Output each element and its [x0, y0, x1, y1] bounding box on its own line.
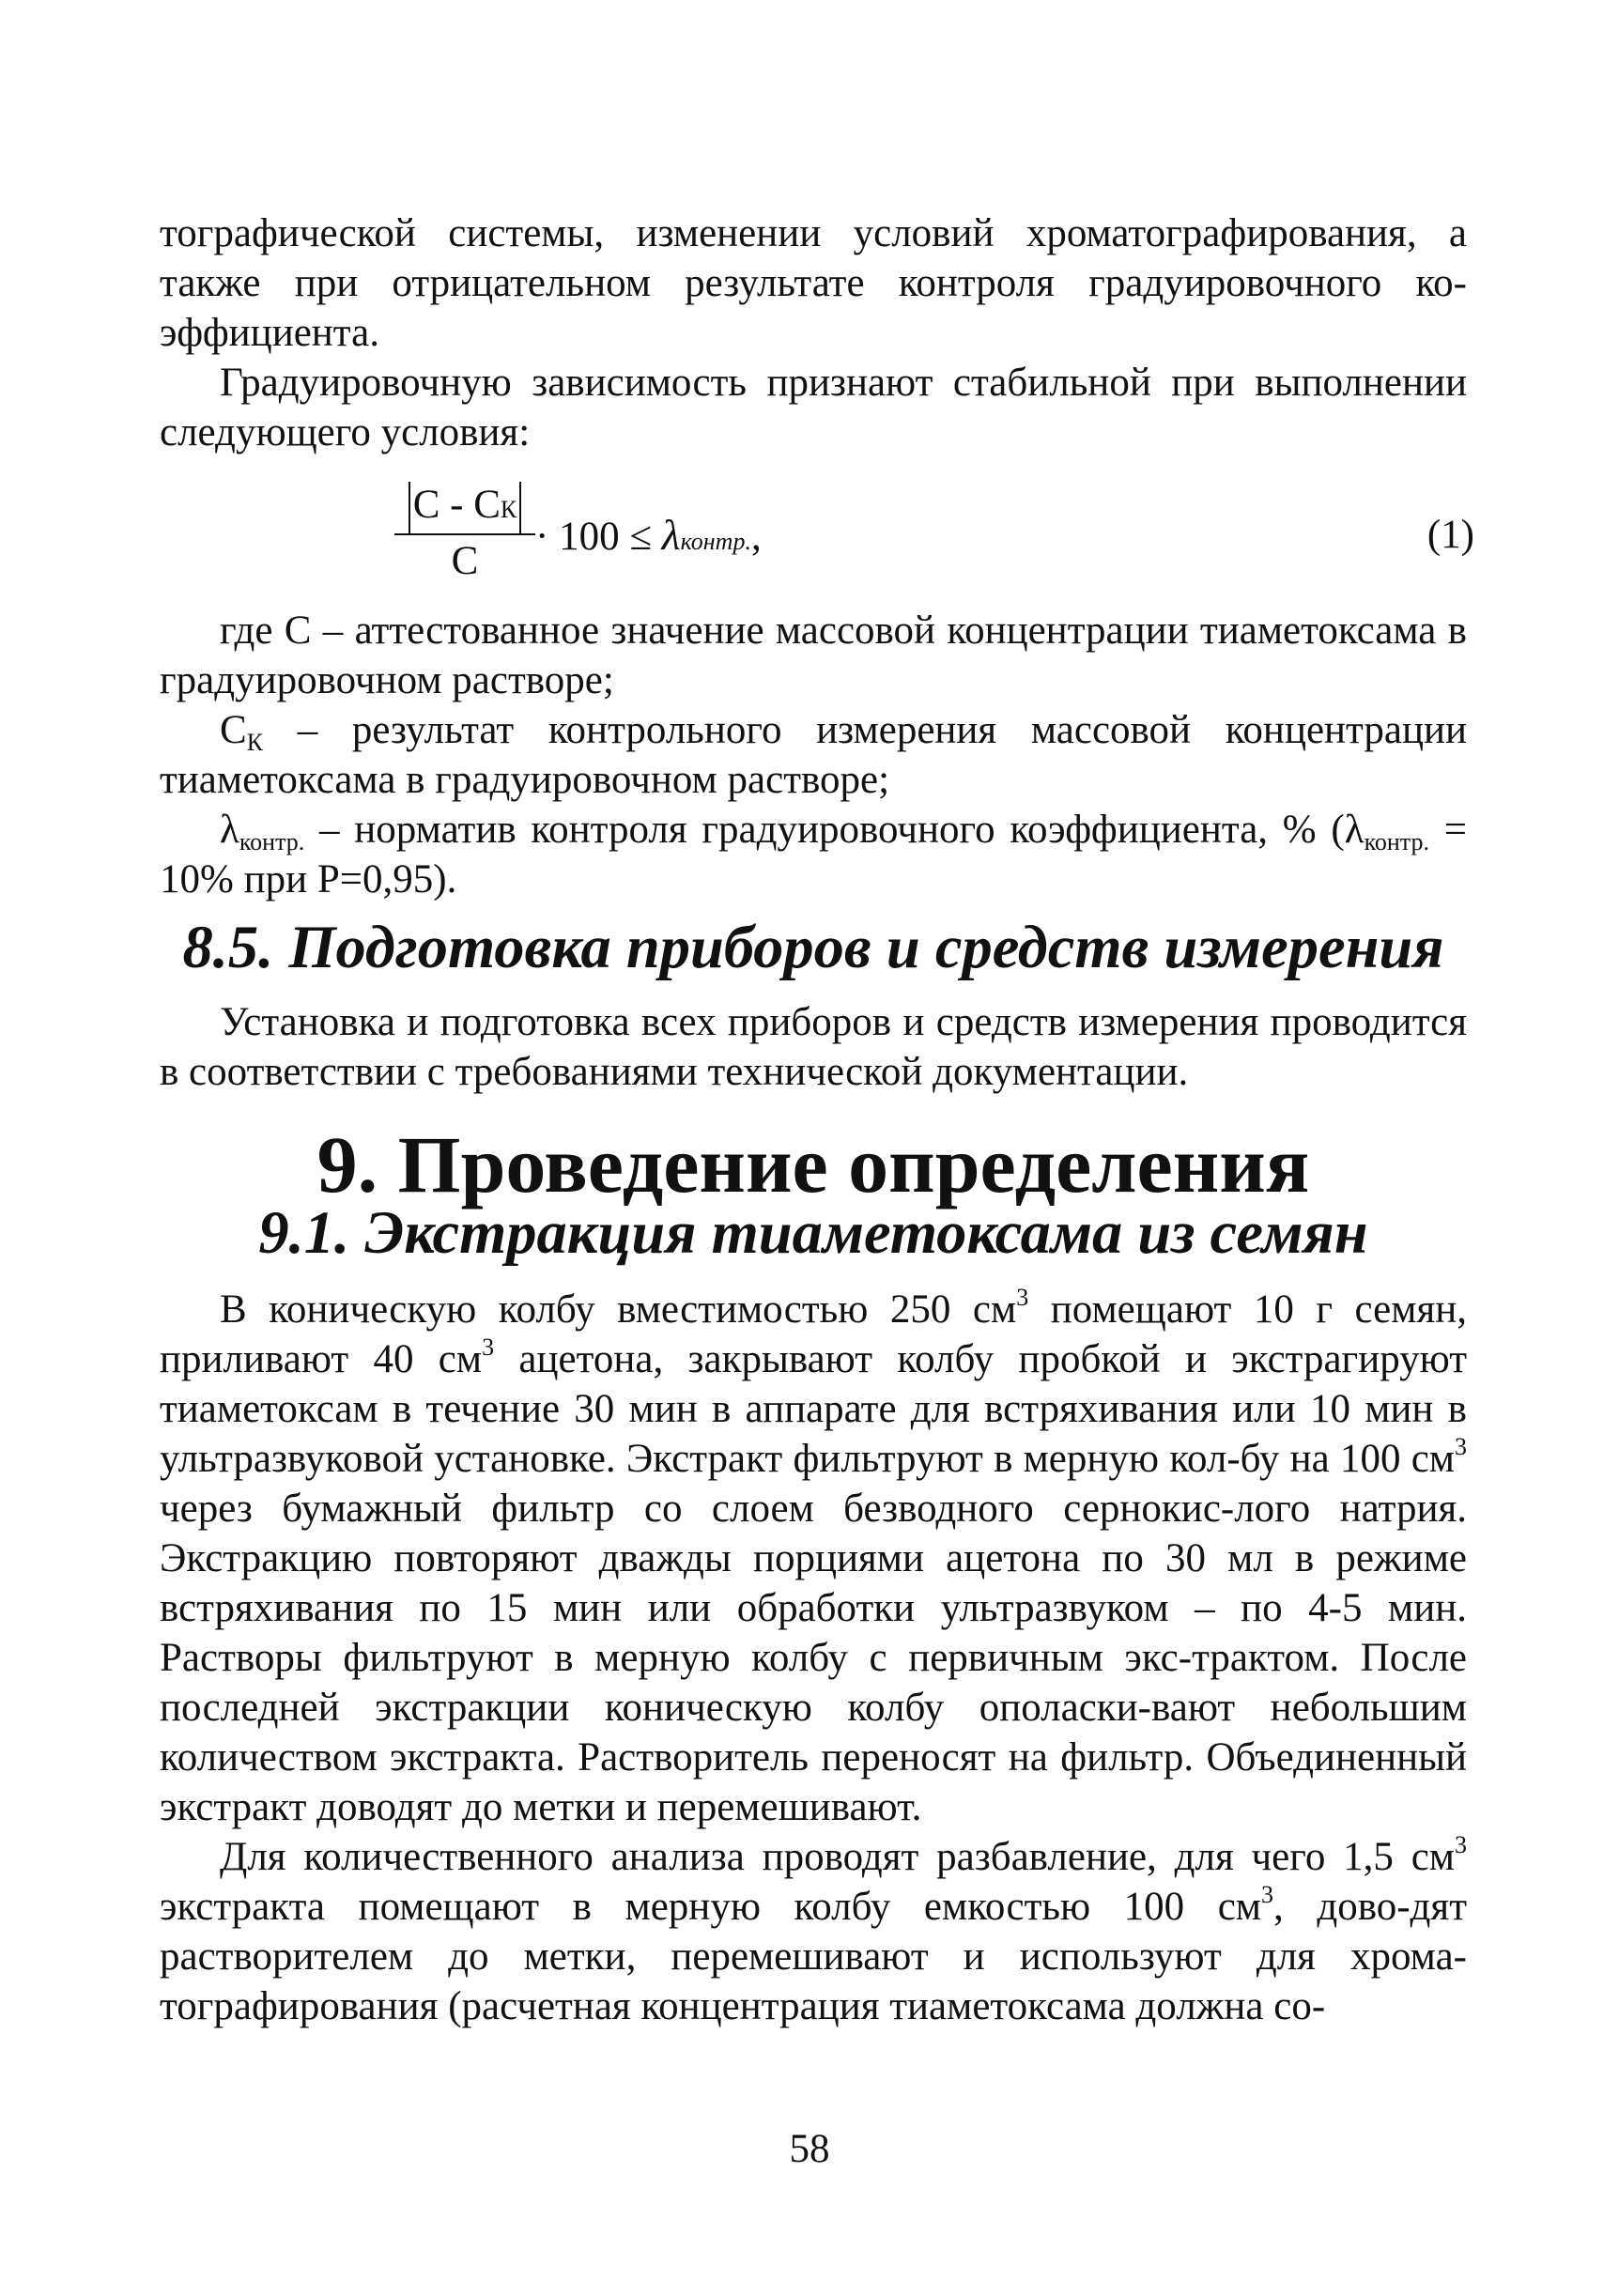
formula-multiplier: · 100 ≤ [535, 515, 652, 559]
superscript-3: 3 [1455, 1433, 1467, 1460]
paragraph-8-5-text: Установка и подготовка всех приборов и средств измерения проводится в соответствии с требованиями технической документации. [160, 1000, 1467, 1094]
paragraph-dilution-part-2: экстракта помещают в мерную колбу емкостью 100 см [160, 1885, 1262, 1929]
formula-tail: , [750, 515, 762, 559]
definition-lambda-symbol-2: λ [1344, 808, 1365, 852]
paragraph-dilution-part-1: Для количественного анализа проводят разбавление, для чего 1,5 см [220, 1835, 1455, 1879]
formula-right-side [535, 507, 762, 570]
definition-lambda-sub-2: контр. [1364, 828, 1429, 855]
superscript-3: 3 [1261, 1881, 1274, 1908]
paragraph-9-1-text [160, 1285, 1467, 1832]
superscript-3: 3 [1016, 1284, 1029, 1311]
formula-denominator: С [451, 539, 479, 583]
section-heading-9: 9. Проведение определения [316, 1119, 1310, 1210]
paragraph-9-1-part-1: В коническую колбу вместимостью 250 см [220, 1287, 1017, 1332]
equation-number: (1) [1426, 513, 1474, 557]
definition-lambda-symbol: λ [220, 808, 239, 852]
formula-numerator [394, 477, 535, 533]
formula-numerator-sub: К [500, 496, 517, 523]
formula-1 [394, 477, 1474, 599]
paragraph-dilution-text [160, 1832, 1467, 2031]
definition-c: где С – аттестованное значение массовой концентрации тиаметоксама в градуировочном растворе; [160, 609, 1467, 702]
paragraph-intro-text: тографической системы, изменении условий хроматографирования, а также при отрицательном результате контроля градуировочного ко-эффициента. [160, 211, 1467, 355]
definition-lambda-text: – норматив контроля градуировочного коэффициента, % ( [304, 808, 1345, 852]
paragraph-9-1-part-4: через бумажный фильтр со слоем безводного сернокис-лого натрия. Экстракцию повторяют дважды порциями ацетона по 30 мл в режиме встряхивания по 15 мин или обработки ультразвуком – по 4-5 мин. Растворы фильтруют в мерную колбу с первичным экс-трактом. После последней экстракции коническую колбу ополаски-вают небольшим количеством экстракта. Растворитель переносят на фильтр. Объединенный экстракт доводят до метки и перемешивают. [160, 1487, 1467, 1829]
formula-numerator-text: С - С [412, 483, 501, 527]
paragraph-9-1-part-2: помещают 10 г семян, приливают 40 см [160, 1287, 1467, 1381]
definition-lambda-sub: контр. [239, 828, 305, 855]
paragraph-8-5 [160, 997, 1467, 1097]
definition-lambda [160, 805, 1467, 904]
paragraph-stability [160, 358, 1467, 457]
superscript-3: 3 [482, 1333, 495, 1361]
paragraph-9-1 [160, 1285, 1467, 2031]
formula-lambda: λ [661, 511, 681, 559]
page-number: 58 [789, 2127, 830, 2171]
section-heading-9-1: 9.1. Экстракция тиаметоксама из семян [258, 1199, 1368, 1266]
definition-ck-text: – результат контрольного измерения массовой концентрации тиаметоксама в градуировочном растворе; [160, 708, 1467, 802]
section-heading-8-5: 8.5. Подготовка приборов и средств измерения [182, 914, 1444, 980]
paragraph-intro [160, 208, 1467, 358]
definition-ck-sub: К [246, 729, 264, 756]
definition-ck [160, 705, 1467, 805]
paragraph-9-1-part-3: ацетона, закрывают колбу пробкой и экстрагируют тиаметоксам в течение 30 мин в аппарате для встряхивания или 10 мин в ультразвуковой установке. Экстракт фильтруют в мерную кол-бу на 100 см [160, 1337, 1467, 1481]
superscript-3: 3 [1455, 1831, 1467, 1858]
definition-lambda-value: = 10% при Р=0,95). [160, 808, 1467, 901]
paragraph-stability-text: Градуировочную зависимость признают стабильной при выполнении следующего условия: [160, 361, 1467, 455]
formula-lambda-sub: контр. [680, 528, 751, 555]
paragraph-dilution-part-3: , дово-дят растворителем до метки, перемешивают и используют для хрома-тографирования (расчетная концентрация тиаметоксама должна со- [160, 1885, 1467, 2028]
definition-ck-symbol: С [220, 708, 247, 752]
definitions [160, 606, 1467, 904]
formula-fraction [394, 477, 535, 588]
